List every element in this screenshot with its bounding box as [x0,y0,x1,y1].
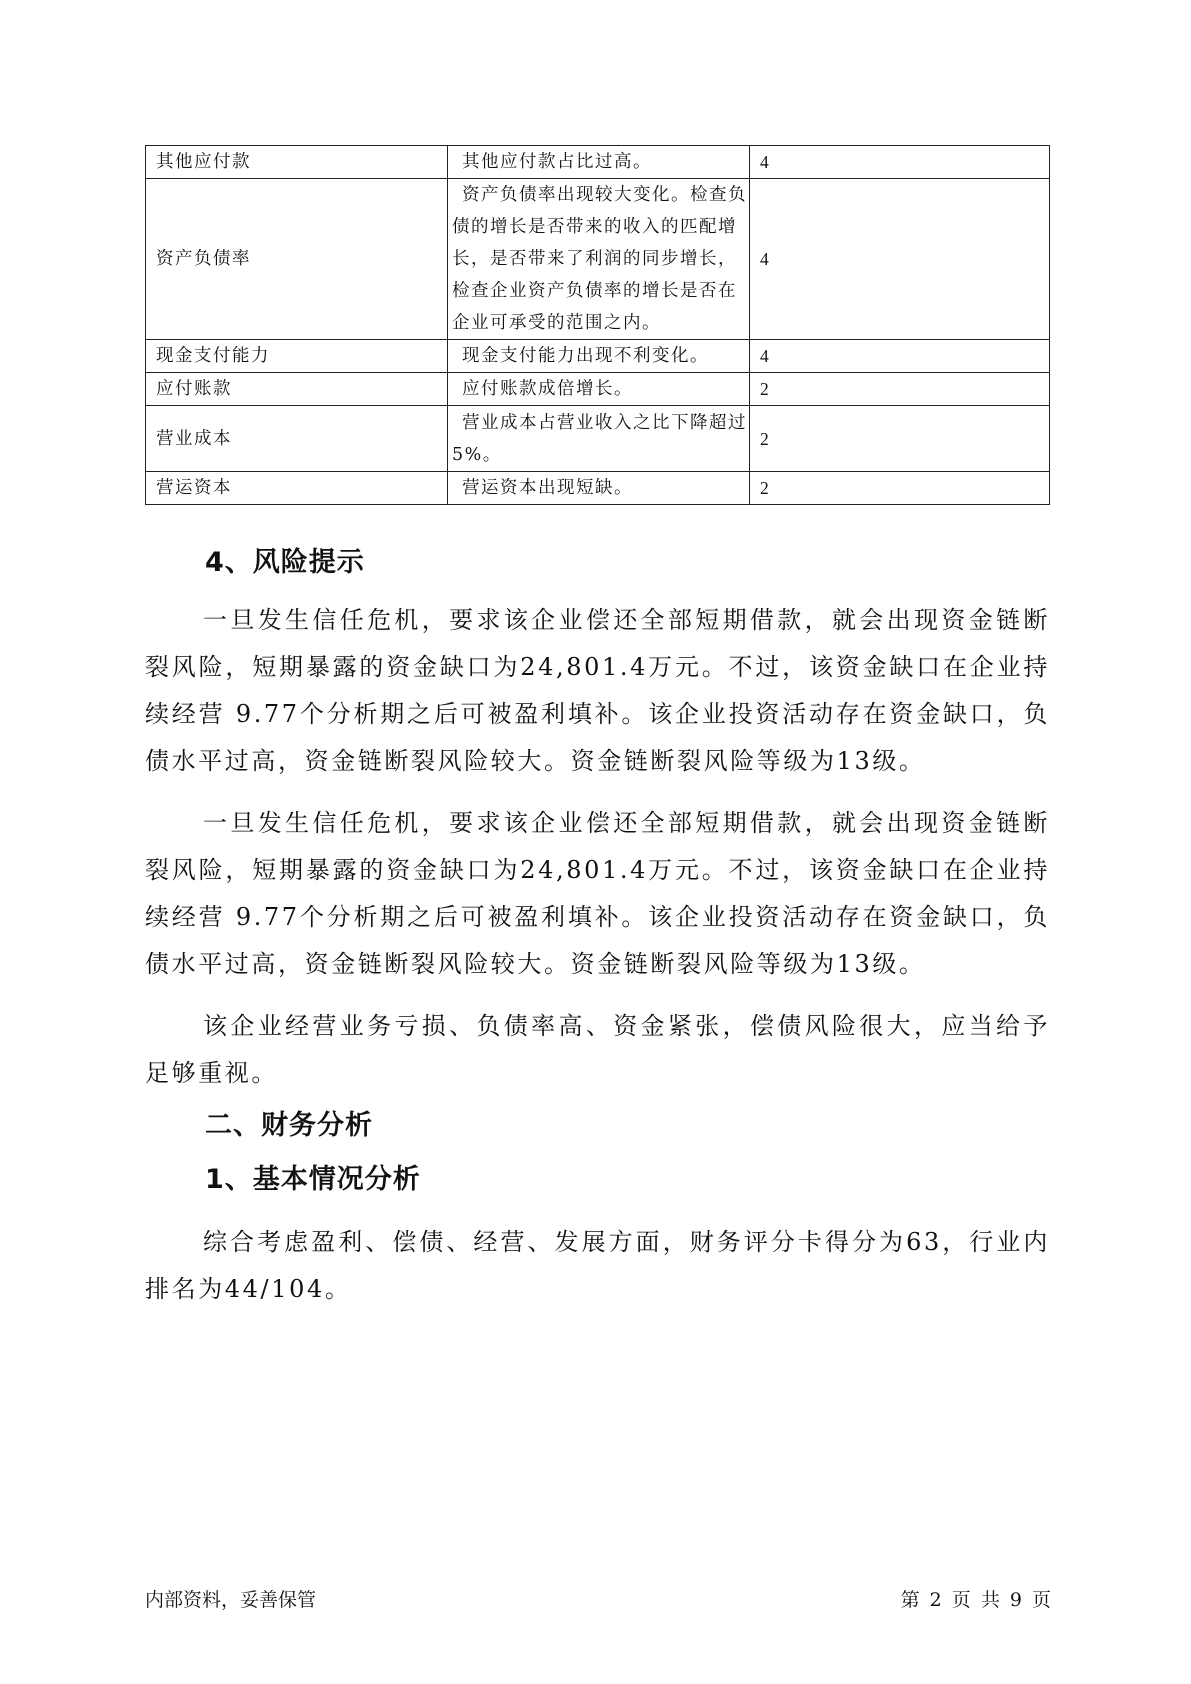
table-row [146,373,1050,406]
table-cell-score: 2 [750,406,1050,472]
footer-page-number: 第 2 页 共 9 页 [900,1589,1051,1611]
risk-indicator-table [145,145,1050,505]
table-cell-item: 其他应付款 [146,146,448,179]
table-cell-score: 2 [750,373,1050,406]
table-row [146,406,1050,472]
table-row [146,179,1050,340]
basic-analysis-paragraph: 综合考虑盈利、偿债、经营、发展方面，财务评分卡得分为63，行业内排名为44/104。 [145,1228,1050,1303]
basic-analysis-heading: 1、基本情况分析 [205,1164,421,1195]
table-cell-desc: 应付账款成倍增长。 [448,373,750,406]
footer-confidential-note: 内部资料，妥善保管 [145,1589,317,1611]
risk-heading: 4、风险提示 [205,547,365,578]
table-row [146,340,1050,373]
table-cell-score: 4 [750,340,1050,373]
table-cell-desc: 其他应付款占比过高。 [448,146,750,179]
table-row [146,146,1050,179]
table-cell-item: 现金支付能力 [146,340,448,373]
table-cell-desc: 营运资本出现短缺。 [448,472,750,505]
risk-paragraph-3: 该企业经营业务亏损、负债率高、资金紧张，偿债风险很大，应当给予足够重视。 [145,1012,1050,1087]
risk-paragraph-1: 一旦发生信任危机，要求该企业偿还全部短期借款，就会出现资金链断裂风险，短期暴露的资金缺口为24,801.4万元。不过，该资金缺口在企业持续经营 9.77个分析期之后可被盈利填补。该企业投资活动存在资金缺口，负债水平过高，资金链断裂风险较大。资金链断裂风险等级为13级。 [145,606,1050,775]
risk-paragraph-2: 一旦发生信任危机，要求该企业偿还全部短期借款，就会出现资金链断裂风险，短期暴露的资金缺口为24,801.4万元。不过，该资金缺口在企业持续经营 9.77个分析期之后可被盈利填补。该企业投资活动存在资金缺口，负债水平过高，资金链断裂风险较大。资金链断裂风险等级为13级。 [145,809,1050,978]
table-cell-score: 4 [750,179,1050,340]
table-cell-score: 4 [750,146,1050,179]
table-cell-item: 应付账款 [146,373,448,406]
table-cell-item: 资产负债率 [146,179,448,340]
table-cell-item: 营业成本 [146,406,448,472]
table-cell-score: 2 [750,472,1050,505]
table-cell-item: 营运资本 [146,472,448,505]
table-cell-desc: 现金支付能力出现不利变化。 [448,340,750,373]
table-row [146,472,1050,505]
table-cell-desc: 营业成本占营业收入之比下降超过5%。 [448,406,750,472]
finance-heading: 二、财务分析 [205,1110,373,1141]
table-cell-desc: 资产负债率出现较大变化。检查负债的增长是否带来的收入的匹配增长，是否带来了利润的同步增长，检查企业资产负债率的增长是否在企业可承受的范围之内。 [448,179,750,340]
